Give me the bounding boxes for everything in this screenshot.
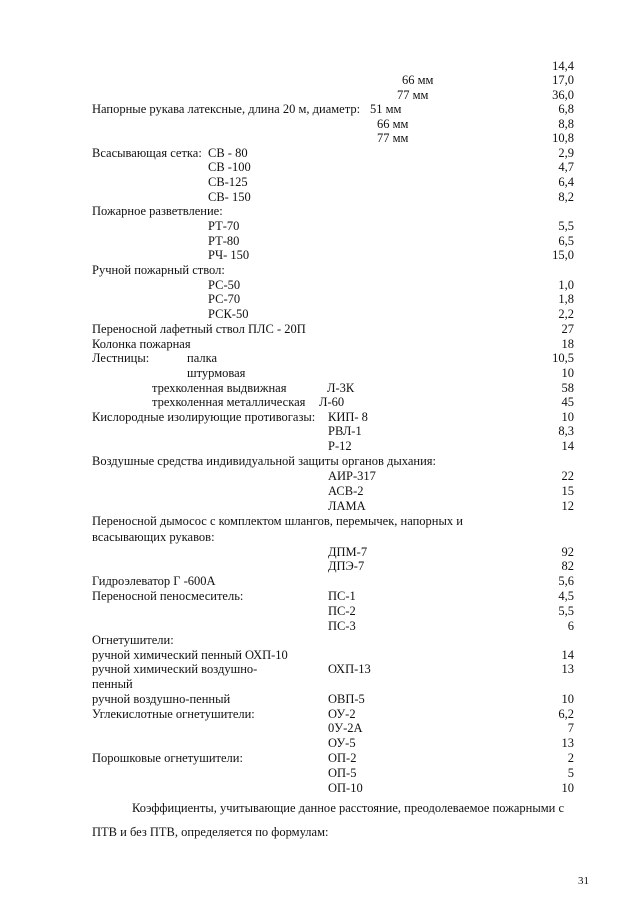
row-value: 2,9 bbox=[558, 146, 574, 160]
row-value: 6 bbox=[567, 619, 574, 633]
row-value: 45 bbox=[561, 395, 574, 409]
row-value: 2 bbox=[567, 751, 574, 765]
row-value: 6,2 bbox=[558, 707, 574, 721]
row-value: 1,0 bbox=[558, 278, 574, 292]
row-value: 14 bbox=[561, 439, 574, 453]
row-model: РС-70 bbox=[208, 292, 241, 306]
row-label: трехколенная выдвижная bbox=[152, 381, 287, 395]
row-model: 66 мм bbox=[402, 73, 434, 87]
row-model: СВ- 150 bbox=[208, 190, 251, 204]
row-value: 15 bbox=[561, 484, 574, 498]
row-value: 14 bbox=[561, 648, 574, 662]
row-model: РЧ- 150 bbox=[208, 248, 250, 262]
row-value: 8,2 bbox=[558, 190, 574, 204]
row-label: Переносной лафетный ствол ПЛС - 20П bbox=[92, 322, 306, 336]
row-value: 82 bbox=[561, 559, 574, 573]
row-model: АСВ-2 bbox=[328, 484, 364, 498]
row-label: Ручной пожарный ствол: bbox=[92, 263, 225, 277]
row-model: РТ-80 bbox=[208, 234, 240, 248]
row-label: Переносной пеносмеситель: bbox=[92, 589, 244, 603]
row-value: 13 bbox=[561, 736, 574, 750]
row-model: ЛАМА bbox=[328, 499, 366, 513]
row-value: 5 bbox=[567, 766, 574, 780]
row-value: 10,5 bbox=[552, 351, 574, 365]
row-label: ручной химический пенный ОХП-10 bbox=[92, 648, 288, 662]
paragraph-line-1: Коэффициенты, учитывающие данное расстояние, преодолеваемое пожарными с bbox=[132, 801, 564, 815]
row-label: Кислородные изолирующие противогазы: bbox=[92, 410, 316, 424]
row-model: 51 мм bbox=[370, 102, 402, 116]
row-model: ДПМ-7 bbox=[328, 545, 368, 559]
row-value: 10 bbox=[561, 366, 574, 380]
row-value: 6,8 bbox=[558, 102, 574, 116]
row-value: 14,4 bbox=[552, 59, 574, 73]
row-label: всасывающих рукавов: bbox=[92, 530, 215, 544]
row-model: ПС-2 bbox=[328, 604, 356, 618]
row-model: ОП-2 bbox=[328, 751, 357, 765]
row-value: 7 bbox=[567, 721, 574, 735]
row-model: СВ-125 bbox=[208, 175, 248, 189]
row-label: трехколенная металлическая bbox=[152, 395, 306, 409]
row-label: Напорные рукава латексные, длина 20 м, диаметр: bbox=[92, 102, 361, 116]
row-model: ОВП-5 bbox=[328, 692, 365, 706]
row-value: 6,5 bbox=[558, 234, 574, 248]
row-label: Всасывающая сетка: bbox=[92, 146, 202, 160]
row-value: 58 bbox=[561, 381, 574, 395]
row-label: Порошковые огнетушители: bbox=[92, 751, 243, 765]
row-value: 17,0 bbox=[552, 73, 574, 87]
row-model: ОУ-2 bbox=[328, 707, 356, 721]
row-model: КИП- 8 bbox=[328, 410, 368, 424]
row-label: ручной химический воздушно- bbox=[92, 662, 258, 676]
row-model: ОП-5 bbox=[328, 766, 357, 780]
row-value: 5,5 bbox=[558, 604, 574, 618]
row-model: РТ-70 bbox=[208, 219, 240, 233]
row-label: Лестницы: bbox=[92, 351, 150, 365]
row-model: РСК-50 bbox=[208, 307, 249, 321]
row-model: ОХП-13 bbox=[328, 662, 371, 676]
row-model: ПС-1 bbox=[328, 589, 356, 603]
row-model: АИР-317 bbox=[328, 469, 376, 483]
row-model: ПС-3 bbox=[328, 619, 356, 633]
row-label: Воздушные средства индивидуальной защиты органов дыхания: bbox=[92, 454, 436, 468]
row-value: 6,4 bbox=[558, 175, 574, 189]
row-value: 92 bbox=[561, 545, 574, 559]
row-label: Пожарное разветвление: bbox=[92, 204, 223, 218]
row-model: Р-12 bbox=[328, 439, 352, 453]
row-model: ДПЭ-7 bbox=[328, 559, 365, 573]
row-model: ОП-10 bbox=[328, 781, 363, 795]
row-value: 1,8 bbox=[558, 292, 574, 306]
row-value: 8,3 bbox=[558, 424, 574, 438]
row-label: пенный bbox=[92, 677, 133, 691]
row-model: СВ -100 bbox=[208, 160, 251, 174]
row-model: РС-50 bbox=[208, 278, 241, 292]
row-value: 12 bbox=[561, 499, 574, 513]
row-model: штурмовая bbox=[187, 366, 246, 380]
row-label: Колонка пожарная bbox=[92, 337, 191, 351]
paragraph-line-2: ПТВ и без ПТВ, определяется по формулам: bbox=[92, 825, 329, 839]
row-model: палка bbox=[187, 351, 218, 365]
row-value: 10,8 bbox=[552, 131, 574, 145]
row-model: ОУ-5 bbox=[328, 736, 356, 750]
row-value: 10 bbox=[561, 781, 574, 795]
row-model: СВ - 80 bbox=[208, 146, 248, 160]
row-value: 10 bbox=[561, 410, 574, 424]
row-label: Переносной дымосос с комплектом шлангов, перемычек, напорных и bbox=[92, 514, 463, 528]
row-value: 4,7 bbox=[558, 160, 574, 174]
row-model: Л-3К bbox=[327, 381, 355, 395]
row-value: 10 bbox=[561, 692, 574, 706]
row-model: 77 мм bbox=[377, 131, 409, 145]
row-value: 5,5 bbox=[558, 219, 574, 233]
row-value: 4,5 bbox=[558, 589, 574, 603]
row-label: ручной воздушно-пенный bbox=[92, 692, 231, 706]
row-value: 36,0 bbox=[552, 88, 574, 102]
row-model: Л-60 bbox=[319, 395, 345, 409]
row-model: 77 мм bbox=[397, 88, 429, 102]
row-value: 5,6 bbox=[558, 574, 574, 588]
page-number: 31 bbox=[578, 875, 589, 887]
row-model: РВЛ-1 bbox=[328, 424, 362, 438]
row-value: 8,8 bbox=[558, 117, 574, 131]
row-value: 18 bbox=[561, 337, 574, 351]
row-model: 66 мм bbox=[377, 117, 409, 131]
row-label: Углекислотные огнетушители: bbox=[92, 707, 255, 721]
row-value: 15,0 bbox=[552, 248, 574, 262]
row-value: 22 bbox=[561, 469, 574, 483]
row-value: 13 bbox=[561, 662, 574, 676]
row-label: Огнетушители: bbox=[92, 633, 174, 647]
row-value: 2,2 bbox=[558, 307, 574, 321]
row-label: Гидроэлеватор Г -600А bbox=[92, 574, 216, 588]
row-value: 27 bbox=[561, 322, 574, 336]
row-model: 0У-2А bbox=[328, 721, 363, 735]
